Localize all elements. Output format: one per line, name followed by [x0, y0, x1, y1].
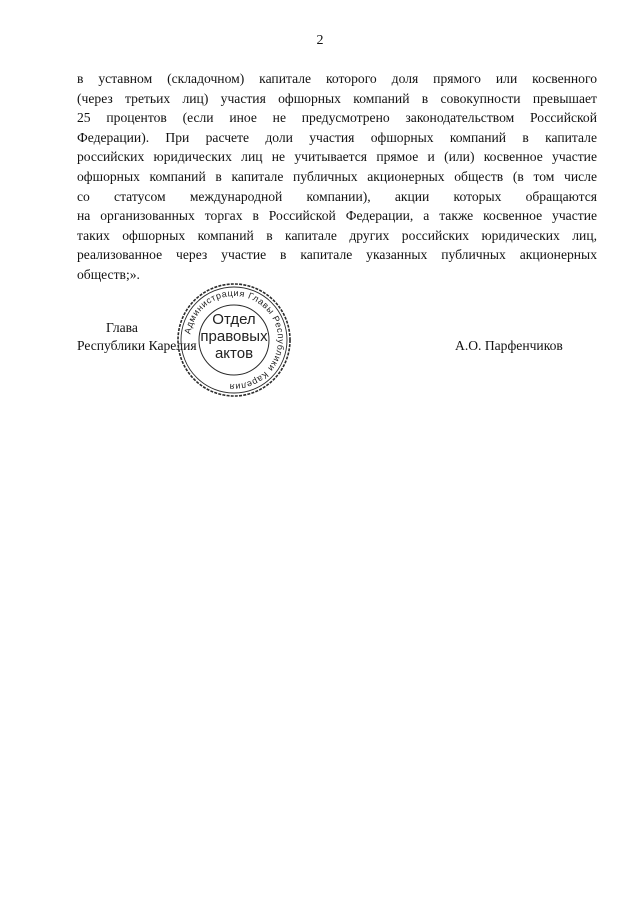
paragraph-line: российских юридических лиц не учитывается прямое и (или) косвенное участие	[77, 149, 597, 165]
paragraph-line: Федерации). При расчете доли участия офшорных компаний в капитале	[77, 129, 597, 145]
paragraph-line: на организованных торгах в Российской Федерации, а также косвенное участие	[77, 208, 597, 224]
body-paragraph	[77, 69, 597, 285]
paragraph-line: реализованное через участие в капитале указанных публичных акционерных	[77, 247, 597, 263]
paragraph-line: обществ;».	[77, 266, 140, 282]
stamp-center-line3: актов	[214, 345, 254, 362]
paragraph-line: в уставном (складочном) капитале которого доля прямого или косвенного	[77, 71, 597, 86]
signatory-title-line1: Глава	[106, 320, 138, 335]
paragraph-line: со статусом международной компании), акции которых обращаются	[77, 188, 597, 204]
paragraph-line: (через третьих лиц) участия офшорных компаний в совокупности превышает	[77, 90, 597, 106]
stamp-center-line1: Отдел	[212, 311, 256, 328]
stamp-center-line2: правовых	[200, 328, 268, 345]
page-number: 2	[316, 33, 324, 48]
paragraph-line: 25 процентов (если иное не предусмотрено законодательством Российской	[77, 110, 597, 126]
signatory-name: А.О. Парфенчиков	[455, 338, 563, 353]
paragraph-line: офшорных компаний в капитале публичных акционерных обществ (в том числе	[77, 168, 597, 184]
stamp-ring-text: Администрация Главы Республики Карелия	[182, 287, 287, 393]
official-stamp	[176, 282, 292, 398]
signatory-title-line2: Республики Карелия	[77, 338, 197, 353]
paragraph-line: таких офшорных компаний в капитале других российских юридических лиц,	[77, 227, 597, 243]
